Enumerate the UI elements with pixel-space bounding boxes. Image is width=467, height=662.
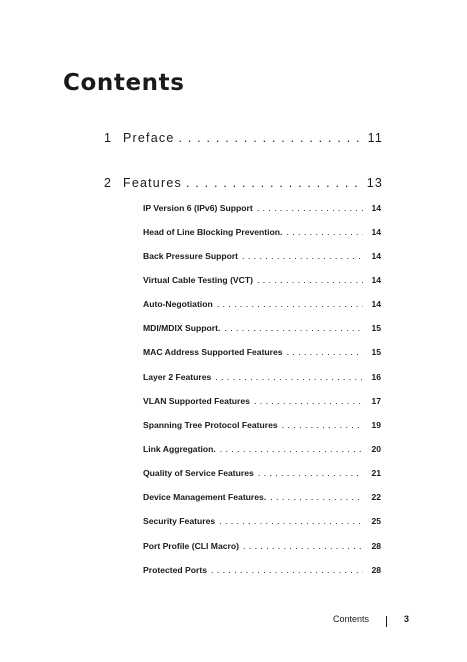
footer-page-number: 3 xyxy=(404,614,410,624)
dot-leader xyxy=(211,565,363,575)
dot-leader xyxy=(242,251,363,261)
page-footer xyxy=(0,614,467,630)
dot-leader xyxy=(178,131,363,145)
toc-chapter-features[interactable] xyxy=(104,176,383,196)
dot-leader xyxy=(257,203,363,213)
dot-leader xyxy=(224,323,363,333)
entry-label: IP Version 6 (IPv6) Support xyxy=(143,203,253,213)
entry-label: Protected Ports xyxy=(143,565,207,575)
entry-label: Virtual Cable Testing (VCT) xyxy=(143,275,253,285)
dot-leader xyxy=(270,492,363,502)
entry-page: 20 xyxy=(371,444,381,454)
entry-page: 28 xyxy=(371,541,381,551)
toc-entry[interactable] xyxy=(143,299,381,315)
toc-entry[interactable] xyxy=(143,565,381,581)
entry-label: Security Features xyxy=(143,516,216,526)
entry-page: 25 xyxy=(371,516,381,526)
dot-leader xyxy=(257,275,363,285)
entry-page: 28 xyxy=(371,565,381,575)
chapter-page: 13 xyxy=(366,176,383,190)
toc-entry[interactable] xyxy=(143,396,381,412)
dot-leader xyxy=(220,444,363,454)
toc-entry[interactable] xyxy=(143,251,381,267)
entry-label: Link Aggregation. xyxy=(143,444,216,454)
dot-leader xyxy=(215,372,363,382)
entry-label: Back Pressure Support xyxy=(143,251,239,261)
entry-label: Head of Line Blocking Prevention. xyxy=(143,227,283,237)
dot-leader xyxy=(186,176,363,190)
entry-page: 21 xyxy=(371,468,381,478)
entry-label: MAC Address Supported Features xyxy=(143,347,283,357)
toc-entry[interactable] xyxy=(143,492,381,508)
toc-entry[interactable] xyxy=(143,275,381,291)
footer-divider xyxy=(386,616,387,627)
footer-section-label: Contents xyxy=(332,614,369,624)
entry-page: 14 xyxy=(371,227,381,237)
entry-label: Port Profile (CLI Macro) xyxy=(143,541,239,551)
toc-entry[interactable] xyxy=(143,468,381,484)
dot-leader xyxy=(286,227,363,237)
page-title: Contents xyxy=(63,70,185,96)
chapter-number: 2 xyxy=(104,176,113,190)
toc-entry[interactable] xyxy=(143,203,381,219)
toc-chapter-preface[interactable] xyxy=(104,131,383,151)
entry-label: Spanning Tree Protocol Features xyxy=(143,420,278,430)
dot-leader xyxy=(282,420,363,430)
entry-page: 14 xyxy=(371,299,381,309)
entry-label: Quality of Service Features xyxy=(143,468,254,478)
toc-entry[interactable] xyxy=(143,227,381,243)
chapter-label: Preface xyxy=(123,131,175,145)
dot-leader xyxy=(219,516,363,526)
entry-label: Layer 2 Features xyxy=(143,372,212,382)
entry-page: 16 xyxy=(371,372,381,382)
toc-entry[interactable] xyxy=(143,444,381,460)
entry-page: 15 xyxy=(371,347,381,357)
dot-leader xyxy=(243,541,363,551)
toc-entry[interactable] xyxy=(143,372,381,388)
chapter-label: Features xyxy=(123,176,182,190)
toc-entry[interactable] xyxy=(143,420,381,436)
entry-label: Device Management Features. xyxy=(143,492,267,502)
entry-page: 22 xyxy=(371,492,381,502)
entry-label: Auto-Negotiation xyxy=(143,299,213,309)
dot-leader xyxy=(287,347,363,357)
toc-entry[interactable] xyxy=(143,347,381,363)
entry-page: 14 xyxy=(371,275,381,285)
toc-entry[interactable] xyxy=(143,516,381,532)
toc-entry[interactable] xyxy=(143,323,381,339)
entry-page: 15 xyxy=(371,323,381,333)
entry-label: MDI/MDIX Support. xyxy=(143,323,221,333)
entry-page: 14 xyxy=(371,203,381,213)
toc-entry[interactable] xyxy=(143,541,381,557)
chapter-number: 1 xyxy=(104,131,113,145)
entry-page: 19 xyxy=(371,420,381,430)
entry-page: 14 xyxy=(371,251,381,261)
dot-leader xyxy=(217,299,363,309)
dot-leader xyxy=(254,396,363,406)
entry-label: VLAN Supported Features xyxy=(143,396,250,406)
dot-leader xyxy=(258,468,363,478)
chapter-page: 11 xyxy=(367,131,383,145)
entry-page: 17 xyxy=(371,396,381,406)
